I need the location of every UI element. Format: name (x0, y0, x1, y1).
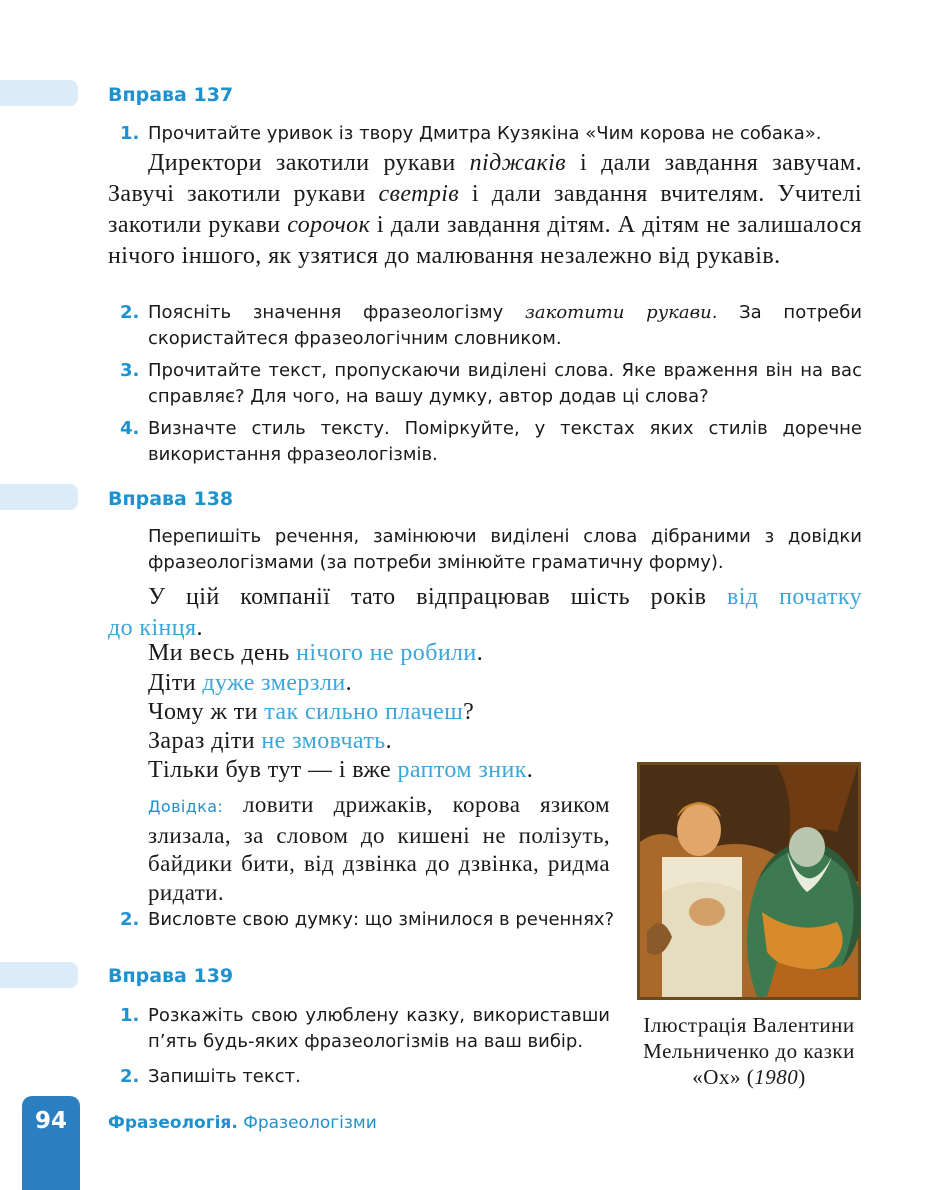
sentence-text: Чому ж ти (148, 699, 265, 725)
sentence-4 (148, 699, 474, 726)
sentence-text: . (385, 728, 393, 754)
task-number: 2. (120, 1066, 140, 1087)
footer-subsection: Фразеологізми (243, 1113, 377, 1133)
sentence-text: Зараз діти (148, 728, 262, 754)
ex139-task-1 (120, 1003, 610, 1055)
ex138-task-2 (120, 907, 620, 933)
task-text: Висловте свою думку: що змінилося в реченнях? (148, 909, 615, 930)
fairy-tale-illustration (637, 762, 861, 1000)
exercise-137-title: Вправа 137 (108, 84, 234, 106)
excerpt-text: і дали завдання вчителям. Учителі закотили рукави (108, 181, 862, 238)
sentence-text: Тільки був тут — і вже (148, 757, 398, 783)
page-number: 94 (34, 1108, 67, 1134)
highlighted-phrase: до кінця (108, 615, 197, 641)
task-number: 1. (120, 1005, 140, 1026)
task-text: Запишіть текст. (148, 1066, 301, 1087)
dovidka-text: ловити дрижаків, корова язиком злизала, за словом до кишені не полізуть, байдики бити, від дзвінка до дзвінка, ридма ридати. (148, 792, 610, 905)
highlighted-phrase: раптом зник (397, 757, 527, 783)
task-text: Перепишіть речення, замінюючи виділені слова дібраними з довідки фразеологізмами (за потреби змінюйте граматичну форму). (148, 526, 862, 573)
illustration-caption (625, 1012, 873, 1090)
ex137-task-1 (120, 121, 862, 147)
ex137-task-2 (120, 300, 862, 352)
highlighted-phrase: нічого не робили (296, 640, 477, 666)
highlighted-phrase: так сильно плачеш (264, 699, 464, 725)
task-number: 4. (120, 418, 140, 439)
task-text: Розкажіть свою улюблену казку, використавши п’ять будь-яких фразеологізмів на ваш вибір. (148, 1005, 610, 1052)
task-text: Поясніть значення фразеологізму (148, 302, 526, 323)
task-number: 2. (120, 302, 140, 323)
ex137-excerpt (108, 148, 862, 272)
task-text: Прочитайте уривок із твору Дмитра Кузякіна «Чим корова не собака». (148, 123, 822, 144)
section-tab-138 (0, 484, 78, 510)
caption-text: ) (798, 1065, 806, 1089)
excerpt-text: і дали завдання завучам. Завучі закотили рукави (108, 150, 862, 207)
sentence-5 (148, 728, 392, 755)
sentence-text: . (345, 670, 352, 696)
highlight-word: светрів (378, 181, 460, 207)
sentence-text: У цій компанії тато відпрацював шість років (148, 584, 727, 610)
exercise-139-title: Вправа 139 (108, 965, 234, 987)
highlighted-phrase: дуже змерзли (202, 670, 346, 696)
sentence-text: . (196, 615, 203, 641)
task-text: . За потреби скористайтеся фразеологічним словником. (148, 302, 862, 349)
highlighted-phrase: не змовчать (261, 728, 386, 754)
caption-text: Ілюстрація Валентини Мельниченко до казки «Ох» ( (643, 1013, 855, 1089)
excerpt-text: Директори закотили рукави (148, 150, 470, 176)
sentence-3 (148, 670, 352, 697)
ex137-task-3 (120, 358, 862, 410)
section-tab-137 (0, 80, 78, 106)
caption-year: 1980 (754, 1065, 799, 1089)
highlighted-phrase: від початку (727, 584, 863, 610)
sentence-text: . (476, 640, 484, 666)
ex138-task (120, 524, 862, 576)
sentence-6 (148, 757, 533, 784)
sentence-text: Діти (148, 670, 203, 696)
phraseologism: закотити рукави (525, 302, 712, 323)
excerpt-text: і дали завдання дітям. А дітям не залишалося нічого іншого, як узятися до малювання незалежно від рукавів. (108, 212, 862, 269)
sentence-text: . (526, 757, 534, 783)
task-text: Визначте стиль тексту. Поміркуйте, у текстах яких стилів доречне використання фразеологізмів. (148, 418, 862, 465)
sentence-1 (108, 582, 862, 644)
task-text: Прочитайте текст, пропускаючи виділені слова. Яке враження він на вас справляє? Для чого, на вашу думку, автор додав ці слова? (148, 360, 862, 407)
ex139-task-2 (120, 1064, 610, 1090)
running-footer (108, 1113, 377, 1133)
dovidka-label: Довідка: (148, 797, 224, 816)
task-number: 3. (120, 360, 140, 381)
task-number: 2. (120, 909, 140, 930)
ex137-task-4 (120, 416, 862, 468)
sentence-text: ? (463, 699, 475, 725)
highlight-word: піджаків (469, 150, 566, 176)
sentence-2 (148, 640, 483, 667)
exercise-138-title: Вправа 138 (108, 488, 234, 510)
dovidka (148, 791, 610, 907)
footer-section: Фразеологія. (108, 1113, 238, 1133)
sentence-text: Ми весь день (148, 640, 297, 666)
highlight-word: сорочок (287, 212, 371, 238)
section-tab-139 (0, 962, 78, 988)
task-number: 1. (120, 123, 140, 144)
